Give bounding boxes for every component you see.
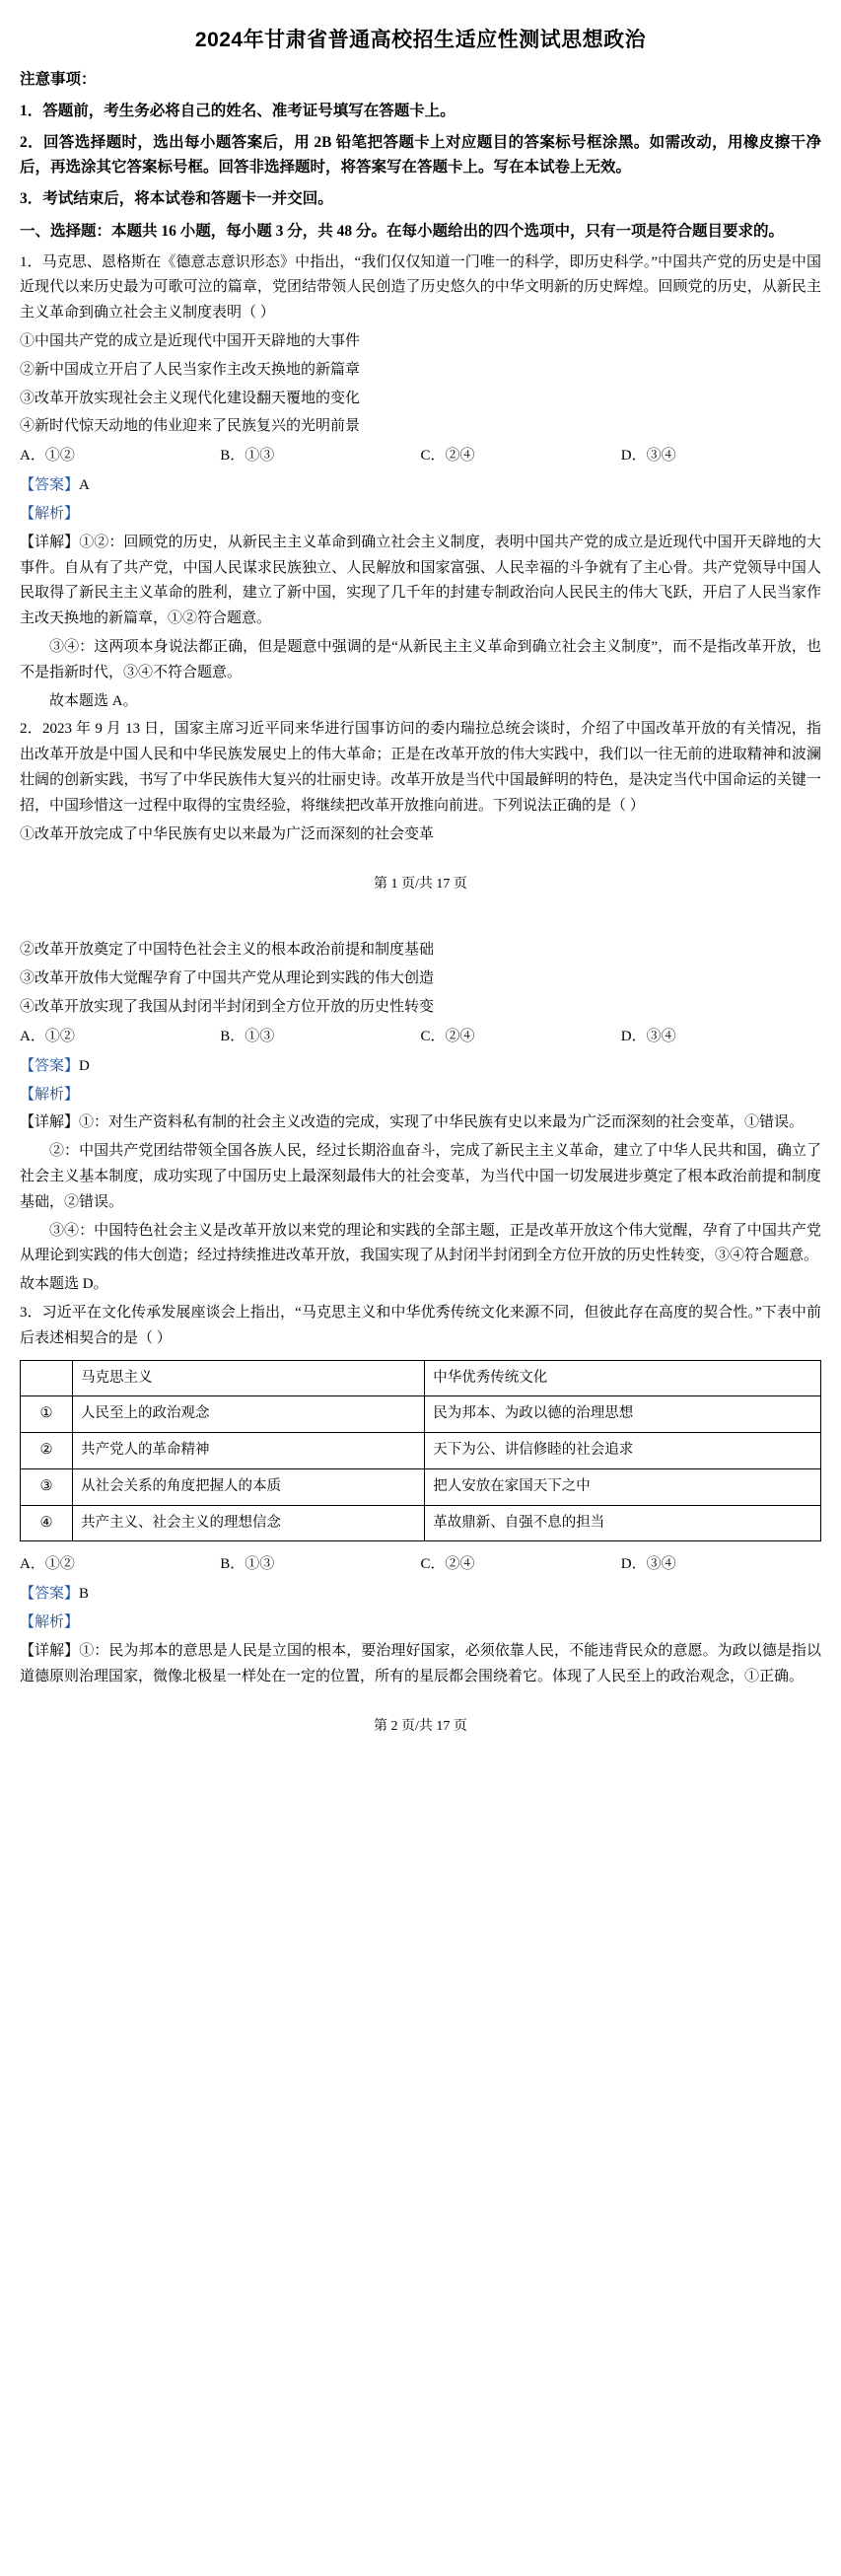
table-row [21, 1468, 821, 1505]
row-index: ② [21, 1433, 73, 1469]
row-tradition: 天下为公、讲信修睦的社会追求 [425, 1433, 821, 1469]
option-d[interactable]: D．③④ [620, 1556, 676, 1573]
question-2-options [20, 1024, 821, 1050]
question-3-table [20, 1360, 821, 1542]
table-header-tradition: 中华优秀传统文化 [425, 1360, 821, 1396]
table-header-marxism: 马克思主义 [73, 1360, 425, 1396]
row-marxism: 人民至上的政治观念 [73, 1396, 425, 1433]
answer-label: 【答案】 [20, 477, 80, 494]
row-tradition: 革故鼎新、自强不息的担当 [425, 1505, 821, 1541]
option-a[interactable]: A．①② [20, 1556, 75, 1573]
question-1-stem: 1．马克思、恩格斯在《德意志意识形态》中指出，“我们仅仅知道一门唯一的科学，即历史科学。”中国共产党的历史是中国近现代以来历史最为可歌可泣的篇章，党团结带领人民创造了历史悠久的中华文明新的历史辉煌。回顾党的历史，从新民主主义革命到确立社会主义制度表明（ ） [20, 253, 821, 322]
analysis-label: 【解析】 [20, 506, 80, 523]
question-2-detail-4: 故本题选 D。 [20, 1276, 108, 1293]
option-c[interactable]: C．②④ [420, 1556, 475, 1573]
table-header-row [21, 1360, 821, 1396]
page-title: 2024年甘肃省普通高校招生适应性测试思想政治 [194, 29, 647, 51]
question-1-item-2: ②新中国成立开启了人民当家作主改天换地的新篇章 [20, 361, 361, 378]
question-2-detail-3: ③④：中国特色社会主义是改革开放以来党的理论和实践的全部主题，正是改革开放这个伟大觉醒，孕育了中国共产党从理论到实践的伟大创造；经过持续推进改革开放，我国实现了从封闭半封闭到全方位开放的历史性转变，③④符合题意。 [20, 1222, 821, 1264]
question-1-item-3: ③改革开放实现社会主义现代化建设翻天覆地的变化 [20, 390, 361, 406]
question-1-item-1: ①中国共产党的成立是近现代中国开天辟地的大事件 [20, 333, 361, 350]
answer-label: 【答案】 [20, 1586, 80, 1603]
question-3-stem: 3．习近平在文化传承发展座谈会上指出，“马克思主义和中华优秀传统文化来源不同，但彼此存在高度的契合性。”下表中前后表述相契合的是（ ） [20, 1304, 821, 1346]
option-b[interactable]: B．①③ [220, 1028, 275, 1044]
question-1-analysis-label [20, 502, 821, 528]
option-b[interactable]: B．①③ [220, 1556, 275, 1573]
notice-heading: 注意事项： [20, 71, 97, 88]
notice-item-1: 1．答题前，考生务必将自己的姓名、准考证号填写在答题卡上。 [20, 103, 456, 120]
question-1-answer [20, 473, 821, 499]
section-one-heading: 一、选择题：本题共 16 小题，每小题 3 分，共 48 分。在每小题给出的四个选项中，只有一项是符合题目要求的。 [20, 222, 785, 240]
analysis-label: 【解析】 [20, 1614, 80, 1631]
row-tradition: 把人安放在家国天下之中 [425, 1468, 821, 1505]
page-footer-2: 第 2 页/共 17 页 [374, 1719, 467, 1735]
question-3-answer [20, 1582, 821, 1608]
question-1-options [20, 443, 821, 469]
answer-value: D [79, 1057, 90, 1074]
option-a[interactable]: A．①② [20, 448, 75, 465]
notice-item-2: 2．回答选择题时，选出每小题答案后，用 2B 铅笔把答题卡上对应题目的答案标号框涂黑。如需改动，用橡皮擦干净后，再选涂其它答案标号框。回答非选择题时，将答案写在答题卡上。写在本试卷上无效。 [20, 134, 821, 177]
answer-label: 【答案】 [20, 1057, 80, 1074]
row-index: ① [21, 1396, 73, 1433]
question-1-detail-3: 故本题选 A。 [49, 692, 138, 709]
question-2-item-4: ④改革开放实现了我国从封闭半封闭到全方位开放的历史性转变 [20, 998, 435, 1015]
row-marxism: 从社会关系的角度把握人的本质 [73, 1468, 425, 1505]
table-row [21, 1433, 821, 1469]
question-1-item-4: ④新时代惊天动地的伟业迎来了民族复兴的光明前景 [20, 418, 361, 435]
answer-value: B [79, 1586, 90, 1603]
row-marxism: 共产党人的革命精神 [73, 1433, 425, 1469]
question-2-item-2: ②改革开放奠定了中国特色社会主义的根本政治前提和制度基础 [20, 942, 435, 959]
question-1-detail-2: ③④：这两项本身说法都正确，但是题意中强调的是“从新民主主义革命到确立社会主义制度”，而不是指改革开放，也不是指新时代，③④不符合题意。 [20, 639, 821, 680]
page-break [20, 893, 821, 938]
table-row [21, 1505, 821, 1541]
option-c[interactable]: C．②④ [420, 1028, 475, 1044]
question-2-item-1: ①改革开放完成了中华民族有史以来最为广泛而深刻的社会变革 [20, 825, 435, 842]
question-2-item-3: ③改革开放伟大觉醒孕育了中国共产党从理论到实践的伟大创造 [20, 970, 435, 987]
question-2-detail-1: 【详解】①：对生产资料私有制的社会主义改造的完成，实现了中华民族有史以来最为广泛而深刻的社会变革，①错误。 [20, 1114, 805, 1131]
option-a[interactable]: A．①② [20, 1028, 75, 1044]
question-2-answer [20, 1054, 821, 1080]
table-row [21, 1396, 821, 1433]
option-d[interactable]: D．③④ [620, 448, 676, 465]
row-index: ③ [21, 1468, 73, 1505]
table-header-index [21, 1360, 73, 1396]
question-2-stem: 2．2023 年 9 月 13 日，国家主席习近平同来华进行国事访问的委内瑞拉总统会谈时，介绍了中国改革开放的有关情况，指出改革开放是中国人民和中华民族发展史上的伟大革命；正是在改革开放的伟大实践中，我们以一往无前的进取精神和波澜壮阔的创新实践，书写了中华民族伟大复兴的壮丽史诗。改革开放是当代中国最鲜明的特色，是决定当代中国命运的关键一招，中国珍惜这一过程中取得的宝贵经验，将继续把改革开放推向前进。下列说法正确的是（ ） [20, 721, 821, 814]
row-index: ④ [21, 1505, 73, 1541]
question-2-analysis-label [20, 1083, 821, 1109]
option-c[interactable]: C．②④ [420, 448, 475, 465]
option-b[interactable]: B．①③ [220, 448, 275, 465]
question-3-detail-1: 【详解】①：民为邦本的意思是人民是立国的根本，要治理好国家，必须依靠人民，不能违背民众的意愿。为政以德是指以道德原则治理国家，微像北极星一样处在一定的位置，所有的星辰都会围绕着它。体现了人民至上的政治观念，①正确。 [20, 1642, 821, 1684]
question-2-detail-2: ②：中国共产党团结带领全国各族人民，经过长期浴血奋斗，完成了新民主主义革命，建立了中华人民共和国，确立了社会主义基本制度，成功实现了中国历史上最深刻最伟大的社会变革，为当代中国一切发展进步奠定了根本政治前提和制度基础，②错误。 [20, 1143, 821, 1210]
question-3-analysis-label [20, 1610, 821, 1636]
option-d[interactable]: D．③④ [620, 1028, 676, 1044]
question-3-options [20, 1551, 821, 1578]
notice-item-3: 3．考试结束后，将本试卷和答题卡一并交回。 [20, 190, 333, 208]
row-tradition: 民为邦本、为政以德的治理思想 [425, 1396, 821, 1433]
question-1-detail-1: 【详解】①②：回顾党的历史，从新民主主义革命到确立社会主义制度，表明中国共产党的成立是近现代中国开天辟地的大事件。自从有了共产党，中国人民谋求民族独立、人民解放和国家富强、人民幸福的斗争就有了主心骨。共产党领导中国人民取得了新民主主义革命的胜利，建立了新中国，实现了几千年的封建专制政治向人民民主的伟大飞跃，开启了人民当家作主改天换地的新篇章，①②符合题意。 [20, 534, 821, 627]
analysis-label: 【解析】 [20, 1086, 80, 1103]
page-footer-1: 第 1 页/共 17 页 [374, 877, 467, 893]
row-marxism: 共产主义、社会主义的理想信念 [73, 1505, 425, 1541]
answer-value: A [79, 477, 90, 494]
